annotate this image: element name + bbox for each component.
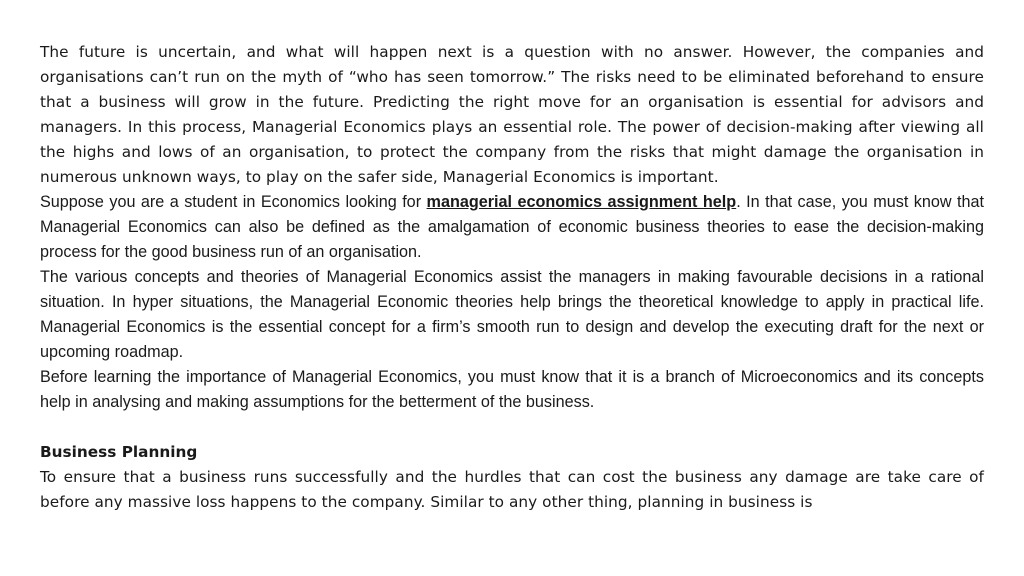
paragraph-assignment-help <box>40 190 984 265</box>
paragraph-assignment-help-before: Suppose you are a student in Economics looking for <box>40 193 427 211</box>
paragraph-spacer <box>40 415 984 440</box>
paragraph-concepts: The various concepts and theories of Managerial Economics assist the managers in making favourable decisions in a rational situation. In hyper situations, the Managerial Economic theories help brings the theoretical knowledge to apply in practical life. Managerial Economics is the essential concept for a firm’s smooth run to design and develop the executing draft for the next or upcoming roadmap. <box>40 268 984 361</box>
paragraph-assignment-help-after: . In that case, you must know that Managerial Economics can also be defined as the amalgamation of economic business theories to ease the decision-making process for the good business run of an organisation. <box>40 193 985 261</box>
section-heading: Business Planning <box>40 443 198 461</box>
paragraph-microeconomics: Before learning the importance of Managerial Economics, you must know that it is a branch of Microeconomics and its concepts help in analysing and making assumptions for the betterment of the business. <box>40 368 984 411</box>
assignment-help-link[interactable]: managerial economics assignment help <box>426 193 737 211</box>
paragraph-intro: The future is uncertain, and what will happen next is a question with no answer. However, the companies and organisations can’t run on the myth of “who has seen tomorrow.” The risks need to be eliminated beforehand to ensure that a business will grow in the future. Predicting the right move for an organisation is essential for advisors and managers. In this process, Managerial Economics plays an essential role. The power of decision-making after viewing all the highs and lows of an organisation, to protect the company from the risks that might damage the organisation in numerous unknown ways, to play on the safer side, Managerial Economics is important. <box>40 43 984 186</box>
document-page <box>40 40 984 515</box>
paragraph-business-planning: To ensure that a business runs successfully and the hurdles that can cost the business any damage are take care of before any massive loss happens to the company. Similar to any other thing, planning in business is <box>40 468 984 511</box>
